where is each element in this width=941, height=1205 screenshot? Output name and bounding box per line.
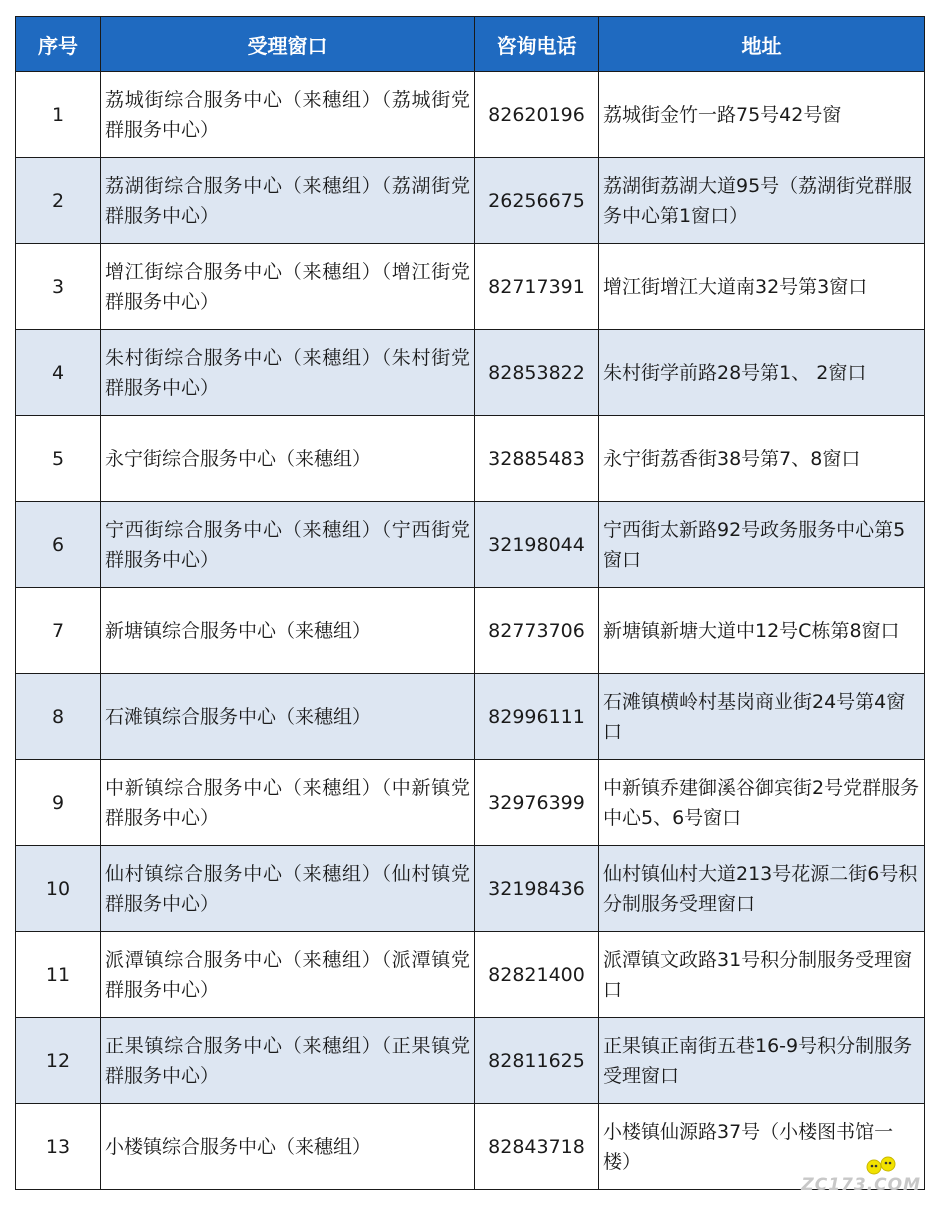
table-row <box>16 72 925 158</box>
row-window-name: 小楼镇综合服务中心（来穗组） <box>101 1104 475 1190</box>
row-address: 永宁街荔香街38号第7、8窗口 <box>599 416 925 502</box>
row-address: 宁西街太新路92号政务服务中心第5窗口 <box>599 502 925 588</box>
row-phone: 82620196 <box>475 72 599 158</box>
table-row <box>16 932 925 1018</box>
row-index: 11 <box>16 932 101 1018</box>
row-window-name: 增江街综合服务中心（来穗组）（增江街党群服务中心） <box>101 244 475 330</box>
row-index: 6 <box>16 502 101 588</box>
row-index: 3 <box>16 244 101 330</box>
row-phone: 82773706 <box>475 588 599 674</box>
table-row <box>16 1018 925 1104</box>
row-index: 12 <box>16 1018 101 1104</box>
row-phone: 32198436 <box>475 846 599 932</box>
table-row <box>16 760 925 846</box>
table-row <box>16 846 925 932</box>
row-window-name: 荔湖街综合服务中心（来穗组）（荔湖街党群服务中心） <box>101 158 475 244</box>
table-row <box>16 158 925 244</box>
row-window-name: 宁西街综合服务中心（来穗组）（宁西街党群服务中心） <box>101 502 475 588</box>
header-phone: 咨询电话 <box>475 17 599 72</box>
row-phone: 32976399 <box>475 760 599 846</box>
row-phone: 82821400 <box>475 932 599 1018</box>
row-address: 中新镇乔建御溪谷御宾街2号党群服务中心5、6号窗口 <box>599 760 925 846</box>
table-row <box>16 330 925 416</box>
row-address: 荔城街金竹一路75号42号窗 <box>599 72 925 158</box>
row-address: 派潭镇文政路31号积分制服务受理窗口 <box>599 932 925 1018</box>
row-window-name: 永宁街综合服务中心（来穗组） <box>101 416 475 502</box>
watermark-logo-icon <box>865 1155 899 1177</box>
row-address: 小楼镇仙源路37号（小楼图书馆一楼） <box>599 1104 925 1190</box>
row-address: 增江街增江大道南32号第3窗口 <box>599 244 925 330</box>
table-header-row <box>16 17 925 72</box>
watermark-text: ZC173.COM <box>801 1175 921 1195</box>
watermark <box>801 1155 921 1195</box>
table-row <box>16 588 925 674</box>
row-phone: 26256675 <box>475 158 599 244</box>
row-index: 2 <box>16 158 101 244</box>
row-phone: 82853822 <box>475 330 599 416</box>
header-window: 受理窗口 <box>101 17 475 72</box>
row-phone: 82811625 <box>475 1018 599 1104</box>
row-window-name: 仙村镇综合服务中心（来穗组）（仙村镇党群服务中心） <box>101 846 475 932</box>
row-index: 13 <box>16 1104 101 1190</box>
row-address: 新塘镇新塘大道中12号C栋第8窗口 <box>599 588 925 674</box>
table-row <box>16 244 925 330</box>
row-index: 9 <box>16 760 101 846</box>
row-window-name: 石滩镇综合服务中心（来穗组） <box>101 674 475 760</box>
row-window-name: 正果镇综合服务中心（来穗组）（正果镇党群服务中心） <box>101 1018 475 1104</box>
row-address: 荔湖街荔湖大道95号（荔湖街党群服务中心第1窗口） <box>599 158 925 244</box>
header-address: 地址 <box>599 17 925 72</box>
row-index: 4 <box>16 330 101 416</box>
row-address: 石滩镇横岭村基岗商业街24号第4窗口 <box>599 674 925 760</box>
row-window-name: 新塘镇综合服务中心（来穗组） <box>101 588 475 674</box>
row-phone: 82996111 <box>475 674 599 760</box>
row-index: 5 <box>16 416 101 502</box>
table-row <box>16 416 925 502</box>
row-phone: 32198044 <box>475 502 599 588</box>
table-row <box>16 1104 925 1190</box>
row-address: 朱村街学前路28号第1、 2窗口 <box>599 330 925 416</box>
row-phone: 82843718 <box>475 1104 599 1190</box>
service-window-table <box>15 16 925 1190</box>
row-phone: 32885483 <box>475 416 599 502</box>
header-index: 序号 <box>16 17 101 72</box>
table-row <box>16 674 925 760</box>
row-window-name: 朱村街综合服务中心（来穗组）（朱村街党群服务中心） <box>101 330 475 416</box>
row-phone: 82717391 <box>475 244 599 330</box>
row-window-name: 中新镇综合服务中心（来穗组）（中新镇党群服务中心） <box>101 760 475 846</box>
row-index: 10 <box>16 846 101 932</box>
row-window-name: 荔城街综合服务中心（来穗组）（荔城街党群服务中心） <box>101 72 475 158</box>
row-index: 1 <box>16 72 101 158</box>
row-index: 8 <box>16 674 101 760</box>
row-address: 正果镇正南街五巷16-9号积分制服务受理窗口 <box>599 1018 925 1104</box>
table-row <box>16 502 925 588</box>
row-index: 7 <box>16 588 101 674</box>
row-window-name: 派潭镇综合服务中心（来穗组）（派潭镇党群服务中心） <box>101 932 475 1018</box>
row-address: 仙村镇仙村大道213号花源二街6号积分制服务受理窗口 <box>599 846 925 932</box>
